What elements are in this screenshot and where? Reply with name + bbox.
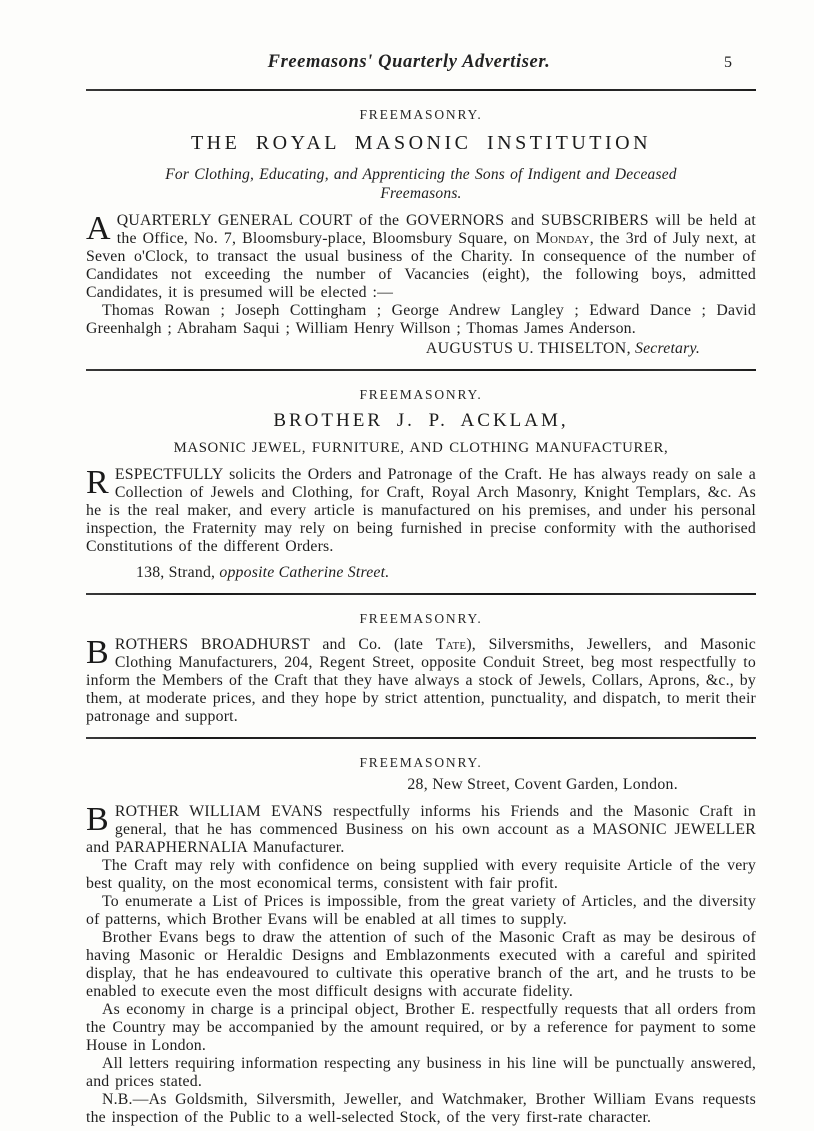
paragraph-text: ROTHERS BROADHURST and Co. (late [114, 636, 436, 653]
paragraph-text: ), Silversmiths, Jewellers, and Masonic Clothing Manufacturers, 204, Regent Street, opposite Conduit Street, beg most respectfully to inform the Members of the Craft that they have always a stock of Jewels, Collars, Aprons, &c., by them, at moderate prices, and they hope by strict attention, punctuality, and dispatch, to merit their patronage and support. [86, 636, 756, 725]
evans-economy-paragraph: As economy in charge is a principal object, Brother E. respectfully requests that all orders from the Country may be accompanied by the amount required, or by a reference for payment to some House in London. [86, 1001, 756, 1054]
section-divider-rule [86, 737, 756, 739]
secretary-name: AUGUSTUS U. THISELTON, [425, 340, 631, 357]
candidates-name-list: Thomas Rowan ; Joseph Cottingham ; George Andrew Langley ; Edward Dance ; David Greenhalgh ; Abraham Saqui ; William Henry Willson ; Thomas James Anderson. [86, 302, 756, 337]
institution-subtitle: For Clothing, Educating, and Apprenticing the Sons of Indigent and Deceased Freemasons. [165, 166, 677, 202]
section-evans-advert [86, 755, 756, 1127]
institution-title: THE ROYAL MASONIC INSTITUTION [190, 132, 652, 154]
acklam-paragraph [86, 466, 756, 556]
court-announcement-paragraph [86, 212, 756, 302]
acklam-address [136, 564, 756, 582]
evans-letters-paragraph: All letters requiring information respecting any business in his line will be punctually answered, and prices stated. [86, 1055, 756, 1090]
evans-address: 28, New Street, Covent Garden, London. [407, 776, 678, 793]
paragraph-text: ESPECTFULLY solicits the Orders and Patronage of the Craft. He has always ready on sale a Collection of Jewels and Clothing, for Craft, Royal Arch Masonry, Knight Templars, &c. As he is the real maker, and every article is manufactured on his premises, and under his personal inspection, the Fraternity may rely on being furnished in precise conformity with the authorised Constitutions of the different Orders. [86, 466, 756, 555]
section-broadhurst-advert [86, 611, 756, 726]
header-rule [86, 89, 756, 91]
evans-prices-paragraph: To enumerate a List of Prices is impossible, from the great variety of Articles, and the diversity of patterns, which Brother Evans will be enabled at all times to supply. [86, 893, 756, 928]
evans-designs-paragraph: Brother Evans begs to draw the attention of such of the Masonic Craft as may be desirous of having Masonic or Heraldic Designs and Emblazonments executed with a careful and spirited display, that he has endeavoured to cultivate this operative branch of the art, and he trusts to be enabled to execute even the most difficult designs with accurate fidelity. [86, 929, 756, 1000]
acklam-title: BROTHER J. P. ACKLAM, [273, 410, 569, 431]
address-text: 138, Strand, [136, 564, 220, 581]
broadhurst-paragraph [86, 636, 756, 726]
acklam-trade-line: MASONIC JEWEL, FURNITURE, AND CLOTHING MANUFACTURER, [173, 440, 669, 456]
page-header [86, 52, 756, 76]
evans-nb-paragraph: N.B.—As Goldsmith, Silversmith, Jeweller, and Watchmaker, Brother William Evans requests the inspection of the Public to a well-selected Stock, of the very first-rate character. [86, 1091, 756, 1126]
evans-intro-paragraph [86, 803, 756, 857]
paragraph-text: QUARTERLY GENERAL COURT of the GOVERNORS and SUBSCRIBERS will be held at the Office, No. 7, Bloomsbury-place, Bloomsbury Square, on [116, 212, 756, 247]
section-kicker: FREEMASONRY. [359, 107, 483, 122]
paragraph-text: , the 3rd of July next, at Seven o'Clock, to transact the usual business of the Charity. In consequence of the number of Candidates not exceeding the number of Vacancies (eight), the following boys, admitted Candidates, it is presumed will be elected :— [86, 230, 757, 301]
section-acklam-advert [86, 387, 756, 582]
section-divider-rule [86, 369, 756, 371]
address-text-italic: opposite Catherine Street. [219, 564, 390, 581]
drop-cap-b: B [86, 801, 109, 838]
paragraph-text: ROTHER WILLIAM EVANS respectfully informs his Friends and the Masonic Craft in general, that he has commenced Business on his own account as a MASONIC JEWELLER and PARAPHERNALIA Manufacturer. [86, 803, 756, 856]
drop-cap-r: R [86, 464, 109, 501]
secretary-signature-line [86, 340, 756, 358]
drop-cap-a: A [86, 210, 111, 247]
drop-cap-b: B [86, 634, 109, 671]
section-kicker: FREEMASONRY. [359, 387, 483, 402]
section-kicker: FREEMASONRY. [359, 755, 483, 770]
smallcaps-tate: Tate [435, 636, 467, 653]
evans-quality-paragraph: The Craft may rely with confidence on being supplied with every requisite Article of the very best quality, on the most economical terms, consistent with fair profit. [86, 857, 756, 892]
secretary-title: Secretary. [634, 340, 700, 357]
journal-title: Freemasons' Quarterly Advertiser. [267, 52, 551, 72]
smallcaps-monday: Monday [535, 230, 590, 247]
section-divider-rule [86, 593, 756, 595]
section-royal-masonic-institution [86, 107, 756, 358]
page-number: 5 [724, 54, 732, 71]
section-kicker: FREEMASONRY. [359, 611, 483, 626]
